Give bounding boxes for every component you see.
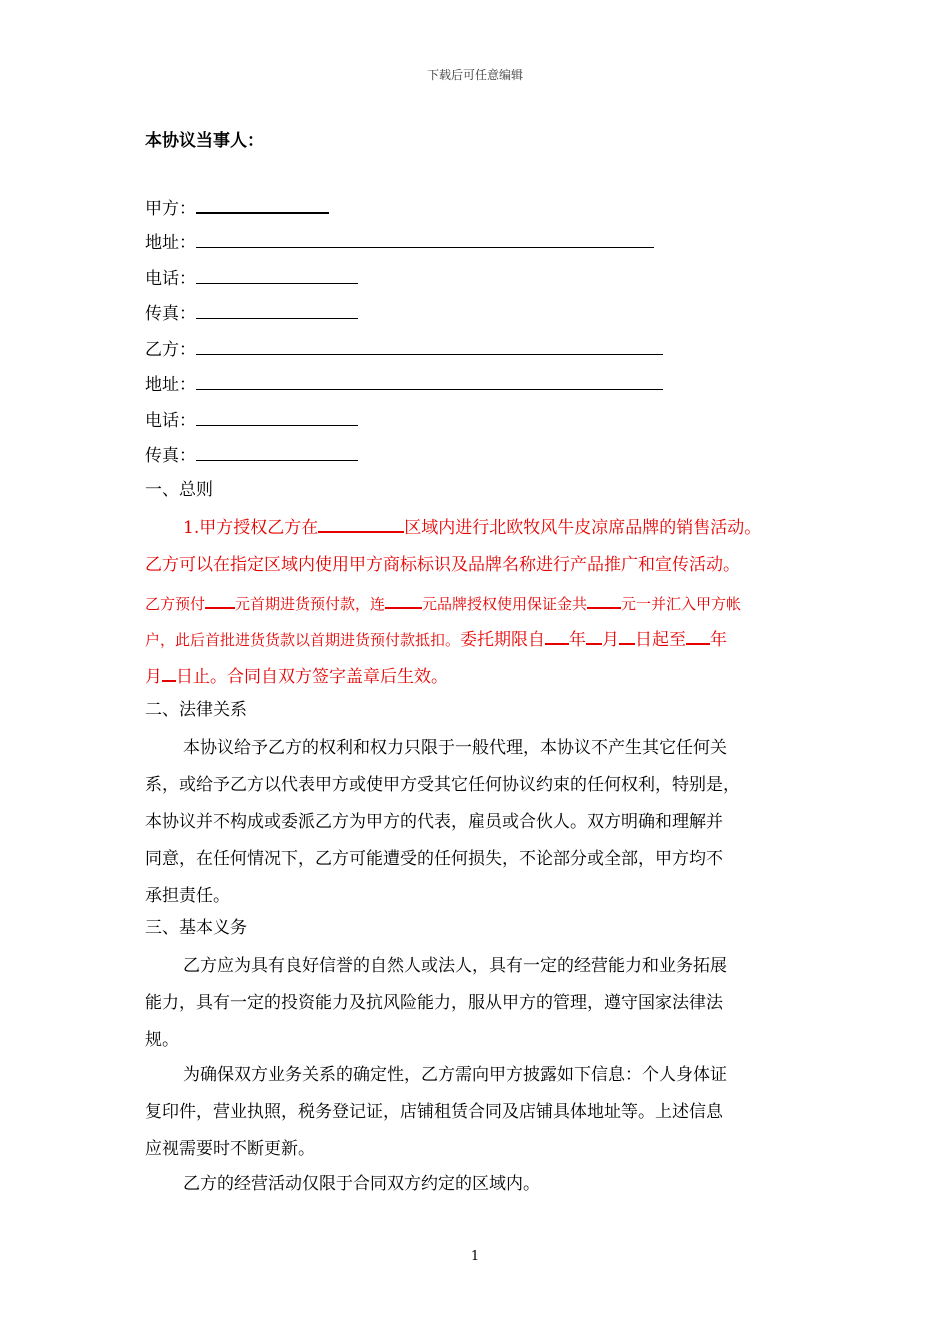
- field-label: 地址：: [145, 233, 196, 253]
- blank-line[interactable]: [196, 442, 358, 461]
- blank-line[interactable]: [196, 300, 358, 319]
- general-clause-line-3: [145, 589, 810, 614]
- legal-paragraph-line: 本协议给予乙方的权利和权力只限于一般代理，本协议不产生其它任何关: [183, 738, 727, 758]
- clause-text: 委托期限自: [460, 630, 546, 650]
- field-label: 电话：: [145, 269, 196, 289]
- field-label: 电话：: [145, 411, 196, 431]
- general-clause-line-2: 乙方可以在指定区域内使用甲方商标标识及品牌名称进行产品推广和宣传活动。: [145, 555, 740, 575]
- clause-text: 元一并汇入甲方帐: [621, 595, 742, 613]
- blank-line[interactable]: [196, 194, 329, 214]
- clause-text: 户，此后首批进货货款以首期进货预付款抵扣。: [145, 631, 461, 649]
- party-b-phone-field[interactable]: [145, 407, 358, 431]
- page-header-note: 下载后可任意编辑: [426, 68, 523, 82]
- field-label: 乙方：: [145, 340, 196, 360]
- end-year-blank[interactable]: [686, 625, 710, 645]
- start-year-blank[interactable]: [545, 625, 569, 645]
- start-month-blank[interactable]: [586, 625, 602, 645]
- field-label: 地址：: [145, 375, 196, 395]
- disclosure-paragraph-line: 复印件，营业执照，税务登记证，店铺租赁合同及店铺具体地址等。上述信息: [145, 1102, 723, 1122]
- clause-text: 月: [602, 630, 620, 650]
- blank-line[interactable]: [196, 407, 358, 426]
- section-heading-basic-obligations: 三、基本义务: [145, 918, 247, 938]
- clause-text: 日止。合同自双方签字盖章后生效。: [176, 667, 448, 687]
- party-a-phone-field[interactable]: [145, 265, 358, 289]
- general-clause-line-5: [145, 662, 810, 687]
- clause-text: 乙方预付: [145, 595, 206, 613]
- clause-text: 区域内进行北欧牧风牛皮凉席品牌的销售活动。: [404, 518, 762, 538]
- legal-paragraph-line: 系，或给予乙方以代表甲方或使甲方受其它任何协议约束的任何权利，特别是，: [145, 775, 740, 795]
- start-day-blank[interactable]: [619, 625, 635, 645]
- party-a-fax-field[interactable]: [145, 300, 358, 324]
- obligations-paragraph-line: 乙方应为具有良好信誉的自然人或法人，具有一定的经营能力和业务拓展: [183, 956, 727, 976]
- region-blank[interactable]: [318, 513, 404, 533]
- disclosure-paragraph-line: 应视需要时不断更新。: [145, 1139, 315, 1159]
- clause-text: 月: [145, 667, 162, 687]
- legal-paragraph-line: 承担责任。: [145, 886, 230, 906]
- party-b-fax-field[interactable]: [145, 442, 358, 466]
- section-heading-general: 一、总则: [145, 480, 213, 500]
- prepayment-blank[interactable]: [205, 589, 235, 609]
- end-day-blank[interactable]: [162, 662, 176, 682]
- general-clause-line-1: [183, 513, 848, 538]
- general-clause-line-4: [145, 625, 810, 650]
- total-blank[interactable]: [587, 589, 621, 609]
- field-label: 传真：: [145, 446, 196, 466]
- party-a-name-field[interactable]: [145, 194, 329, 218]
- clause-text: 年: [710, 630, 728, 650]
- clause-text: 1.甲方授权乙方在: [183, 518, 319, 538]
- blank-line[interactable]: [196, 229, 654, 248]
- blank-line[interactable]: [196, 265, 358, 284]
- clause-text: 元品牌授权使用保证金共: [422, 595, 588, 613]
- blank-line[interactable]: [196, 336, 663, 355]
- party-b-address-field[interactable]: [145, 371, 663, 395]
- region-restriction-line: 乙方的经营活动仅限于合同双方约定的区域内。: [183, 1174, 540, 1194]
- blank-line[interactable]: [196, 371, 663, 390]
- disclosure-paragraph-line: 为确保双方业务关系的确定性，乙方需向甲方披露如下信息：个人身体证: [183, 1065, 727, 1085]
- party-b-name-field[interactable]: [145, 336, 663, 360]
- legal-paragraph-line: 本协议并不构成或委派乙方为甲方的代表，雇员或合伙人。双方明确和理解并: [145, 812, 723, 832]
- clause-text: 日起至: [635, 630, 687, 650]
- obligations-paragraph-line: 规。: [145, 1030, 179, 1050]
- field-label: 甲方：: [145, 199, 196, 219]
- page-number: 1: [470, 1249, 480, 1264]
- obligations-paragraph-line: 能力，具有一定的投资能力及抗风险能力，服从甲方的管理，遵守国家法律法: [145, 993, 723, 1013]
- section-heading-legal-relationship: 二、法律关系: [145, 700, 247, 720]
- deposit-blank[interactable]: [385, 589, 422, 609]
- legal-paragraph-line: 同意，在任何情况下，乙方可能遭受的任何损失，不论部分或全部，甲方均不: [145, 849, 723, 869]
- field-label: 传真：: [145, 304, 196, 324]
- clause-text: 元首期进货预付款，连: [235, 595, 386, 613]
- party-a-address-field[interactable]: [145, 229, 654, 253]
- document-title: 本协议当事人：: [145, 131, 264, 151]
- clause-text: 年: [569, 630, 587, 650]
